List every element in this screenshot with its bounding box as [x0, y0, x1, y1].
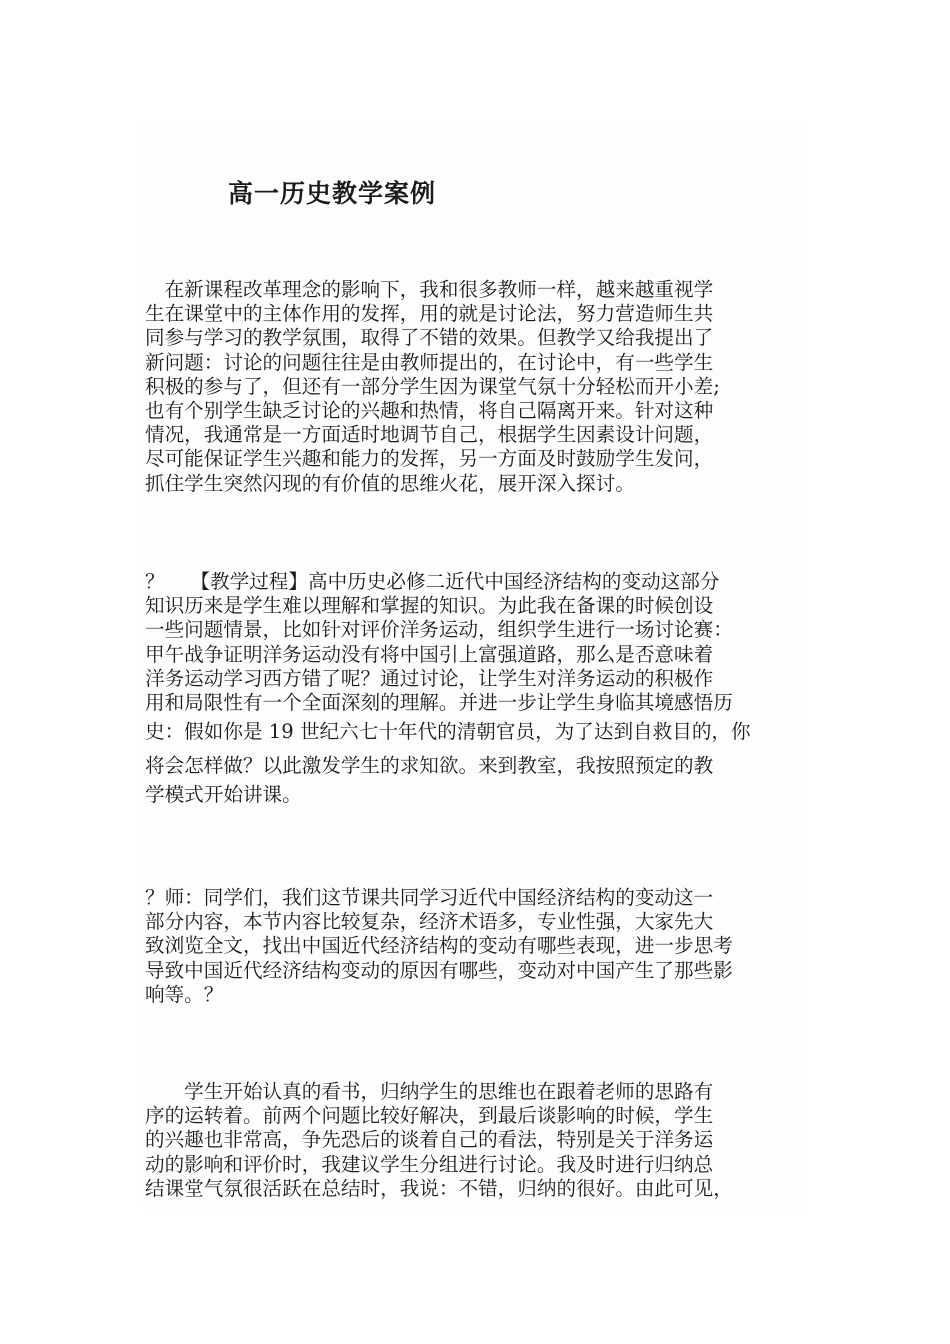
- text-line: 用和局限性有一个全面深刻的理解。并进一步让学生身临其境感悟历: [145, 691, 733, 715]
- text-line: 学模式开始讲课。: [145, 783, 302, 807]
- text-line: 致浏览全文，找出中国近代经济结构的变动有哪些表现，进一步思考: [145, 934, 733, 958]
- paragraph-teacher-speech: [145, 886, 805, 1007]
- text-line: 也有个别学生缺乏讨论的兴趣和热情，将自己隔离开来。针对这种: [145, 399, 714, 423]
- text-line: 史：假如你是 19 世纪六七十年代的清朝官员，为了达到自救目的，你: [145, 720, 751, 744]
- text-line: 知识历来是学生难以理解和掌握的知识。为此我在备课的时候创设: [145, 594, 714, 618]
- text-line: 学生开始认真的看书，归纳学生的思维也在跟着老师的思路有: [145, 1080, 714, 1103]
- paragraph-intro: [145, 278, 805, 496]
- text-line: ？师：同学们，我们这节课共同学习近代中国经济结构的变动这一: [145, 886, 714, 909]
- paragraph-teaching-process: [145, 570, 805, 807]
- text-line: 甲午战争证明洋务运动没有将中国引上富强道路，那么是否意味着: [145, 642, 714, 666]
- text-line: 抓住学生突然闪现的有价值的思维火花，展开深入探讨。: [145, 471, 635, 495]
- text-line: 部分内容，本节内容比较复杂，经济术语多，专业性强，大家先大: [145, 910, 714, 934]
- text-line: 一些问题情景，比如针对评价洋务运动，组织学生进行一场讨论赛：: [145, 618, 733, 642]
- text-line: 的兴趣也非常高，争先恐后的谈着自己的看法，特别是关于洋务运: [145, 1128, 714, 1152]
- text-line: 情况，我通常是一方面适时地调节自己，根据学生因素设计问题，: [145, 423, 714, 447]
- text-line: 同参与学习的教学氛围，取得了不错的效果。但教学又给我提出了: [145, 326, 714, 350]
- text-line: 动的影响和评价时，我建议学生分组进行讨论。我及时进行归纳总: [145, 1152, 714, 1176]
- text-line: 在新课程改革理念的影响下，我和很多教师一样，越来越重视学: [145, 278, 714, 301]
- text-line: 序的运转着。前两个问题比较好解决，到最后谈影响的时候，学生: [145, 1104, 714, 1128]
- text-line: 响等。？: [145, 982, 224, 1006]
- text-line: 导致中国近代经济结构变动的原因有哪些，变动对中国产生了那些影: [145, 958, 733, 982]
- text-line: 将会怎样做？以此激发学生的求知欲。来到教室，我按照预定的教: [145, 754, 714, 778]
- text-line: ？ 【教学过程】高中历史必修二近代中国经济结构的变动这部分: [145, 570, 720, 593]
- paragraph-student-activity: [145, 1080, 805, 1201]
- text-line: 洋务运动学习西方错了呢？通过讨论，让学生对洋务运动的积极作: [145, 666, 714, 690]
- text-line: 结课堂气氛很活跃在总结时，我说：不错，归纳的很好。由此可见，: [145, 1176, 733, 1200]
- text-line: 新问题：讨论的问题往往是由教师提出的，在讨论中，有一些学生: [145, 350, 714, 374]
- document-title: 高一历史教学案例: [228, 179, 437, 208]
- text-line: 生在课堂中的主体作用的发挥，用的就是讨论法，努力营造师生共: [145, 302, 714, 326]
- text-line: 积极的参与了，但还有一部分学生因为课堂气氛十分轻松而开小差;: [145, 374, 720, 398]
- text-line: 尽可能保证学生兴趣和能力的发挥，另一方面及时鼓励学生发问，: [145, 447, 714, 471]
